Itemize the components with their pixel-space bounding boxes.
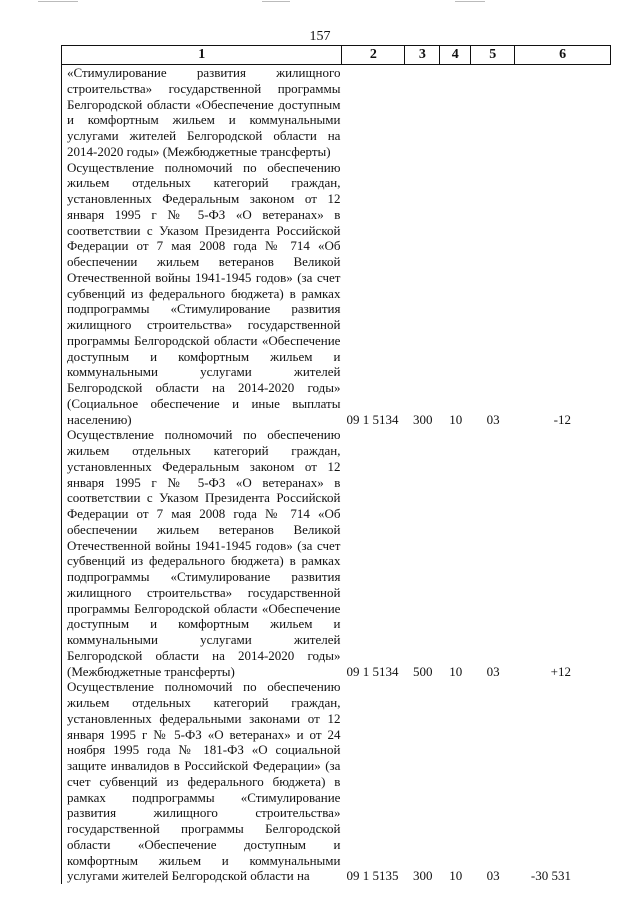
edge-mark: [262, 1, 290, 2]
row-section: 10: [449, 868, 463, 884]
table-row: [62, 160, 611, 428]
row-amount: -30 531: [530, 868, 571, 884]
row-description: Осуществление полномочий по обеспечению жильем отдельных категорий граждан, установленных Федеральным законом от 12 января 1995 г № 5-ФЗ «О ветеранах» в соответствии с Указом Президента Российской Федерации от 7 мая 2008 года № 714 «Об обеспечении жильем ветеранов Великой Отечественной войны 1941-1945 годов» (за счет субвенций из федерального бюджета) в рамках подпрограммы «Стимулирование развития жилищного строительства» государственной программы Белгородской области «Обеспечение доступным и комфортным жильем и коммунальными услугами жителей Белгородской области на 2014-2020 годы» (Социальное обеспечение и иные выплаты населению): [67, 159, 341, 427]
row-section: 10: [449, 663, 463, 679]
row-code: 09 1 5134: [346, 663, 399, 679]
edge-mark: [38, 1, 78, 2]
column-header-3: 3: [405, 46, 440, 64]
row-description: «Стимулирование развития жилищного строительства» государственной программы Белгородской области «Обеспечение доступным и комфортным жильем и коммунальными услугами жителей Белгородской области на 2014-2020 годы» (Межбюджетные трансферты): [67, 65, 341, 159]
row-expense-type: 500: [413, 663, 433, 679]
page-number: 157: [309, 29, 331, 44]
column-header-5: 5: [471, 46, 515, 64]
row-code: 09 1 5135: [346, 868, 399, 884]
row-description: Осуществление полномочий по обеспечению жильем отдельных категорий граждан, установленных Федеральным законом от 12 января 1995 г № 5-ФЗ «О ветеранах» в соответствии с Указом Президента Российской Федерации от 7 мая 2008 года № 714 «Об обеспечении жильем ветеранов Великой Отечественной войны 1941-1945 годов» (за счет субвенций из федерального бюджета) в рамках подпрограммы «Стимулирование развития жилищного строительства» государственной программы Белгородской области «Обеспечение доступным и комфортным жильем и коммунальными услугами жителей Белгородской области на 2014-2020 годы» (Межбюджетные трансферты): [67, 427, 341, 679]
column-header-2: 2: [342, 46, 405, 64]
top-edge-marks: [0, 0, 640, 4]
budget-table: [61, 45, 611, 884]
row-amount: -12: [553, 411, 571, 427]
table-row: [62, 65, 611, 160]
column-header-6: 6: [515, 46, 611, 64]
row-subsection: 03: [486, 411, 500, 427]
row-code: 09 1 5134: [346, 411, 399, 427]
row-expense-type: 300: [413, 411, 433, 427]
table-row: [62, 679, 611, 884]
table-body: [61, 65, 611, 884]
row-expense-type: 300: [413, 868, 433, 884]
row-description: Осуществление полномочий по обеспечению жильем отдельных категорий граждан, установленных федеральными законами от 12 января 1995 г № 5-ФЗ «О ветеранах» и от 24 ноября 1995 года № 181-ФЗ «О социальной защите инвалидов в Российской Федерации» (за счет субвенций из федерального бюджета) в рамках подпрограммы «Стимулирование развития жилищного строительства» государственной программы Белгородской области «Обеспечение доступным и комфортным жильем и коммунальными услугами жителей Белгородской области на: [67, 679, 341, 884]
column-header-1: 1: [62, 46, 342, 64]
row-subsection: 03: [486, 868, 500, 884]
edge-mark: [455, 1, 485, 2]
table-row: [62, 427, 611, 679]
row-amount: +12: [550, 663, 571, 679]
table-header: [61, 45, 611, 65]
row-section: 10: [449, 411, 463, 427]
row-subsection: 03: [486, 663, 500, 679]
column-header-4: 4: [440, 46, 471, 64]
